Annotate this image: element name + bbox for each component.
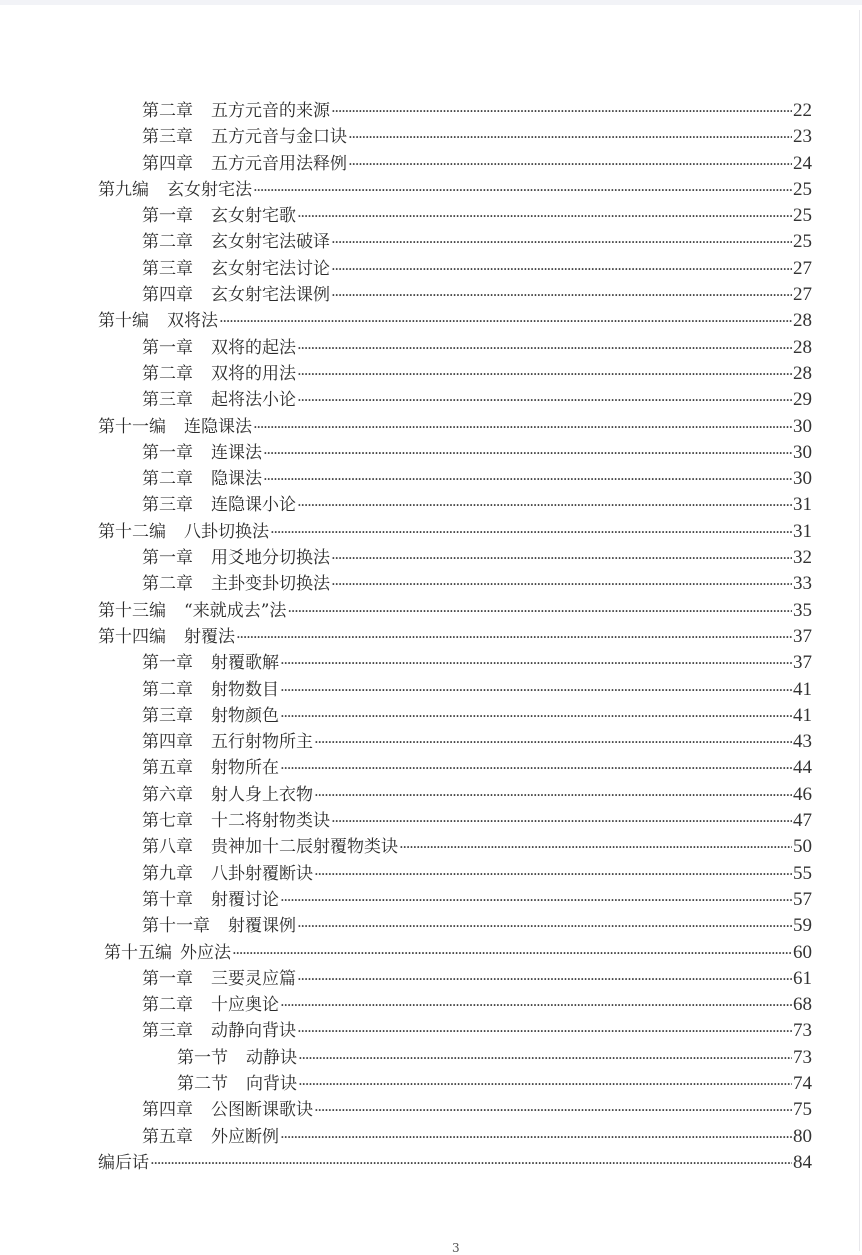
toc-entry-number: 第四章	[142, 285, 193, 306]
toc-entry-number: 第九编	[98, 179, 149, 200]
toc-chapter-entry	[0, 151, 862, 177]
toc-entry-number: 第五章	[142, 1126, 193, 1147]
toc-chapter-entry	[0, 492, 862, 518]
toc-entry-page: 27	[793, 257, 812, 279]
toc-entry-number: 第二章	[142, 679, 193, 700]
toc-entry-title: 射覆讨论	[211, 889, 279, 910]
dot-leader	[331, 571, 792, 597]
toc-chapter-entry	[0, 440, 862, 466]
toc-entry-page: 28	[793, 336, 812, 358]
toc-chapter-entry	[0, 282, 862, 308]
toc-entry-number: 第三章	[142, 705, 193, 726]
dot-leader	[297, 492, 792, 518]
toc-entry-title: 动静诀	[246, 1047, 297, 1068]
dot-leader	[331, 808, 792, 834]
toc-chapter-entry	[0, 650, 862, 676]
toc-entry-number: 第一章	[142, 337, 193, 358]
toc-entry-page: 74	[793, 1072, 812, 1094]
dot-leader	[219, 308, 792, 334]
dot-leader	[280, 677, 792, 703]
toc-entry-title: 五方元音与金口诀	[211, 127, 347, 148]
toc-entry-number: 编后话	[98, 1152, 149, 1173]
toc-entry-title: “来就成去”法	[184, 600, 287, 621]
dot-leader	[314, 861, 792, 887]
toc-entry-line	[142, 335, 812, 361]
toc-entry-page: 37	[793, 652, 812, 674]
toc-chapter-entry	[0, 966, 862, 992]
toc-chapter-entry	[0, 229, 862, 255]
toc-entry-line	[177, 1045, 812, 1071]
toc-entry-line	[142, 571, 812, 597]
toc-entry-line	[98, 598, 812, 624]
toc-entry-page: 35	[793, 599, 812, 621]
toc-entry-page: 30	[793, 468, 812, 490]
toc-entry-page: 80	[793, 1125, 812, 1147]
toc-entry-title: 外应法	[180, 942, 231, 963]
toc-entry-title: 双将的用法	[211, 363, 296, 384]
toc-entry-number: 第三章	[142, 127, 193, 148]
toc-entry-page: 44	[793, 757, 812, 779]
toc-entry-title: 射覆歌解	[211, 653, 279, 674]
toc-chapter-entry	[0, 703, 862, 729]
toc-entry-title: 连课法	[211, 442, 262, 463]
toc-entry-number: 第四章	[142, 153, 193, 174]
toc-entry-page: 46	[793, 783, 812, 805]
dot-leader	[232, 940, 792, 966]
toc-entry-page: 28	[793, 362, 812, 384]
dot-leader	[280, 992, 792, 1018]
toc-chapter-entry	[0, 361, 862, 387]
toc-entry-page: 84	[793, 1151, 812, 1173]
dot-leader	[297, 387, 792, 413]
dot-leader	[297, 361, 792, 387]
toc-entry-page: 68	[793, 994, 812, 1016]
toc-chapter-entry	[0, 203, 862, 229]
dot-leader	[150, 1150, 792, 1176]
toc-chapter-entry	[0, 887, 862, 913]
toc-part-entry	[0, 519, 862, 545]
toc-entry-line	[142, 808, 812, 834]
toc-entry-line	[142, 151, 812, 177]
toc-entry-page: 55	[793, 862, 812, 884]
toc-entry-number: 第十二编	[98, 521, 166, 542]
toc-entry-line	[142, 229, 812, 255]
dot-leader	[297, 1018, 792, 1044]
dot-leader	[287, 598, 792, 624]
toc-entry-number: 第二章	[142, 101, 193, 121]
toc-entry-page: 37	[793, 625, 812, 647]
toc-entry-title: 玄女射宅法讨论	[211, 258, 330, 279]
dot-leader	[263, 466, 792, 492]
toc-entry-page: 22	[793, 100, 812, 121]
toc-entry-number: 第十一编	[98, 416, 166, 437]
toc-chapter-entry	[0, 755, 862, 781]
toc-entry-title: 射覆法	[184, 626, 235, 647]
toc-part-entry	[0, 940, 862, 966]
toc-entry-title: 贵神加十二辰射覆物类诀	[211, 837, 398, 858]
toc-section-entry	[0, 1071, 862, 1097]
toc-entry-title: 主卦变卦切换法	[211, 574, 330, 595]
dot-leader	[314, 782, 792, 808]
dot-leader	[253, 414, 792, 440]
toc-entry-line	[98, 177, 812, 203]
dot-leader	[297, 203, 792, 229]
dot-leader	[331, 256, 792, 282]
toc-entry-title: 射物颜色	[211, 705, 279, 726]
toc-entry-page: 75	[793, 1099, 812, 1121]
toc-entry-line	[142, 1018, 812, 1044]
toc-entry-line	[142, 282, 812, 308]
toc-chapter-entry	[0, 124, 862, 150]
toc-entry-line	[104, 940, 812, 966]
toc-entry-number: 第一章	[142, 968, 193, 989]
toc-entry-line	[142, 677, 812, 703]
toc-chapter-entry	[0, 256, 862, 282]
toc-entry-number: 第十五编	[104, 942, 172, 963]
dot-leader	[280, 887, 792, 913]
toc-entry-number: 第二章	[142, 232, 193, 253]
toc-entry-title: 向背诀	[246, 1073, 297, 1094]
toc-part-entry	[0, 1150, 862, 1176]
toc-entry-title: 射覆课例	[228, 916, 296, 937]
toc-entry-line	[142, 703, 812, 729]
dot-leader	[298, 1071, 792, 1097]
toc-entry-number: 第八章	[142, 837, 193, 858]
dot-leader	[236, 624, 792, 650]
toc-chapter-entry	[0, 387, 862, 413]
toc-entry-page: 61	[793, 967, 812, 989]
dot-leader	[280, 650, 792, 676]
toc-entry-number: 第三章	[142, 1021, 193, 1042]
toc-entry-title: 玄女射宅法破译	[211, 232, 330, 253]
dot-leader	[280, 1124, 792, 1150]
toc-entry-line	[98, 414, 812, 440]
toc-entry-page: 32	[793, 547, 812, 569]
toc-entry-number: 第一节	[177, 1047, 228, 1068]
toc-part-entry	[0, 414, 862, 440]
toc-entry-line	[98, 624, 812, 650]
dot-leader	[270, 519, 792, 545]
toc-entry-line	[98, 308, 812, 334]
toc-entry-number: 第一章	[142, 206, 193, 227]
toc-entry-title: 连隐课法	[184, 416, 252, 437]
toc-entry-page: 25	[793, 178, 812, 200]
toc-entry-title: 八卦射覆断诀	[211, 863, 313, 884]
toc-entry-number: 第三章	[142, 495, 193, 516]
toc-entry-line	[142, 650, 812, 676]
toc-entry-line	[142, 466, 812, 492]
toc-chapter-entry	[0, 1124, 862, 1150]
toc-chapter-entry	[0, 545, 862, 571]
toc-entry-line	[142, 782, 812, 808]
toc-entry-page: 60	[793, 941, 812, 963]
toc-entry-line	[142, 256, 812, 282]
toc-chapter-entry	[0, 677, 862, 703]
dot-leader	[263, 440, 792, 466]
toc-entry-line	[142, 861, 812, 887]
dot-leader	[348, 151, 792, 177]
dot-leader	[280, 755, 792, 781]
toc-chapter-entry	[0, 729, 862, 755]
dot-leader	[314, 729, 792, 755]
toc-chapter-entry	[0, 466, 862, 492]
toc-entry-line	[142, 1124, 812, 1150]
toc-entry-title: 玄女射宅法课例	[211, 285, 330, 306]
toc-entry-number: 第九章	[142, 863, 193, 884]
toc-entry-page: 59	[793, 915, 812, 937]
toc-entry-line	[142, 361, 812, 387]
toc-entry-title: 连隐课小论	[211, 495, 296, 516]
toc-entry-title: 射物所在	[211, 758, 279, 779]
toc-entry-page: 73	[793, 1020, 812, 1042]
toc-entry-number: 第十章	[142, 889, 193, 910]
toc-entry-page: 57	[793, 888, 812, 910]
toc-entry-line	[142, 729, 812, 755]
toc-entry-line	[142, 545, 812, 571]
toc-entry-title: 五方元音的来源	[211, 101, 330, 121]
toc-entry-number: 第十三编	[98, 600, 166, 621]
toc-entry-number: 第二章	[142, 574, 193, 595]
toc-entry-title: 八卦切换法	[184, 521, 269, 542]
toc-entry-title: 五方元音用法释例	[211, 153, 347, 174]
toc-entry-line	[142, 387, 812, 413]
toc-entry-title: 双将法	[167, 311, 218, 332]
toc-entry-page: 28	[793, 310, 812, 332]
dot-leader	[297, 335, 792, 361]
toc-entry-page: 41	[793, 678, 812, 700]
toc-chapter-entry	[0, 861, 862, 887]
toc-entry-page: 43	[793, 731, 812, 753]
toc-entry-page: 47	[793, 810, 812, 832]
toc-entry-number: 第二节	[177, 1073, 228, 1094]
toc-entry-page: 33	[793, 573, 812, 595]
toc-section-entry	[0, 1045, 862, 1071]
toc-entry-line	[142, 966, 812, 992]
toc-entry-line	[142, 913, 812, 939]
toc-entry-title: 玄女射宅法	[167, 179, 252, 200]
toc-entry-number: 第二章	[142, 995, 193, 1016]
toc-entry-number: 第三章	[142, 390, 193, 411]
toc-chapter-entry	[0, 992, 862, 1018]
toc-entry-title: 外应断例	[211, 1126, 279, 1147]
dot-leader	[280, 703, 792, 729]
dot-leader	[253, 177, 792, 203]
toc-entry-page: 25	[793, 231, 812, 253]
toc-entry-page: 31	[793, 494, 812, 516]
dot-leader	[331, 229, 792, 255]
toc-entry-page: 31	[793, 520, 812, 542]
dot-leader	[314, 1097, 792, 1123]
dot-leader	[399, 834, 792, 860]
toc-part-entry	[0, 624, 862, 650]
toc-entry-number: 第五章	[142, 758, 193, 779]
toc-entry-title: 公图断课歌诀	[211, 1100, 313, 1121]
toc-entry-line	[142, 440, 812, 466]
toc-part-entry	[0, 308, 862, 334]
toc-chapter-entry	[0, 1018, 862, 1044]
viewer-top-bar	[0, 0, 862, 5]
toc-part-entry	[0, 598, 862, 624]
dot-leader	[331, 98, 792, 124]
toc-entry-number: 第四章	[142, 1100, 193, 1121]
toc-entry-title: 五行射物所主	[211, 732, 313, 753]
toc-entry-title: 起将法小论	[211, 390, 296, 411]
toc-entry-line	[142, 124, 812, 150]
toc-chapter-entry	[0, 913, 862, 939]
toc-entry-number: 第一章	[142, 653, 193, 674]
toc-entry-number: 第七章	[142, 811, 193, 832]
toc-chapter-entry	[0, 98, 862, 124]
toc-entry-title: 动静向背诀	[211, 1021, 296, 1042]
toc-entry-number: 第十四编	[98, 626, 166, 647]
toc-chapter-entry	[0, 834, 862, 860]
toc-chapter-entry	[0, 808, 862, 834]
dot-leader	[297, 966, 792, 992]
toc-entry-line	[142, 492, 812, 518]
toc-entry-line	[142, 1097, 812, 1123]
toc-entry-number: 第十一章	[142, 916, 210, 937]
toc-entry-title: 射物数目	[211, 679, 279, 700]
toc-entry-title: 十应奥论	[211, 995, 279, 1016]
dot-leader	[331, 545, 792, 571]
toc-entry-page: 50	[793, 836, 812, 858]
toc-part-entry	[0, 177, 862, 203]
toc-entry-line	[177, 1071, 812, 1097]
toc-chapter-entry	[0, 782, 862, 808]
toc-entry-line	[142, 887, 812, 913]
toc-entry-line	[98, 1150, 812, 1176]
toc-entry-line	[142, 98, 812, 124]
toc-entry-number: 第二章	[142, 363, 193, 384]
toc-entry-number: 第一章	[142, 548, 193, 569]
toc-entry-title: 用爻地分切换法	[211, 548, 330, 569]
dot-leader	[348, 124, 792, 150]
toc-entry-title: 十二将射物类诀	[211, 811, 330, 832]
toc-entry-number: 第二章	[142, 469, 193, 490]
dot-leader	[298, 1045, 792, 1071]
toc-entry-title: 隐课法	[211, 469, 262, 490]
toc-entry-number: 第十编	[98, 311, 149, 332]
page-number: 3	[452, 1241, 460, 1255]
toc-entry-number: 第一章	[142, 442, 193, 463]
toc-entry-page: 30	[793, 415, 812, 437]
toc-entry-line	[142, 992, 812, 1018]
toc-entry-title: 三要灵应篇	[211, 968, 296, 989]
toc-entry-title: 玄女射宅歌	[211, 206, 296, 227]
toc-entry-number: 第三章	[142, 258, 193, 279]
toc-entry-page: 41	[793, 704, 812, 726]
toc-entry-line	[142, 834, 812, 860]
toc-entry-page: 73	[793, 1046, 812, 1068]
dot-leader	[297, 913, 792, 939]
toc-chapter-entry	[0, 1097, 862, 1123]
toc-chapter-entry	[0, 335, 862, 361]
toc-entry-page: 25	[793, 205, 812, 227]
toc-entry-line	[142, 755, 812, 781]
toc-entry-page: 29	[793, 389, 812, 411]
toc-chapter-entry	[0, 571, 862, 597]
toc-entry-number: 第六章	[142, 784, 193, 805]
toc-entry-title: 双将的起法	[211, 337, 296, 358]
toc-entry-page: 23	[793, 126, 812, 148]
toc-entry-page: 27	[793, 284, 812, 306]
toc-entry-line	[98, 519, 812, 545]
toc-entry-title: 射人身上衣物	[211, 784, 313, 805]
toc-entry-page: 30	[793, 441, 812, 463]
toc-entry-number: 第四章	[142, 732, 193, 753]
toc-entry-page: 24	[793, 152, 812, 174]
table-of-contents	[0, 98, 862, 1176]
toc-entry-line	[142, 203, 812, 229]
dot-leader	[331, 282, 792, 308]
